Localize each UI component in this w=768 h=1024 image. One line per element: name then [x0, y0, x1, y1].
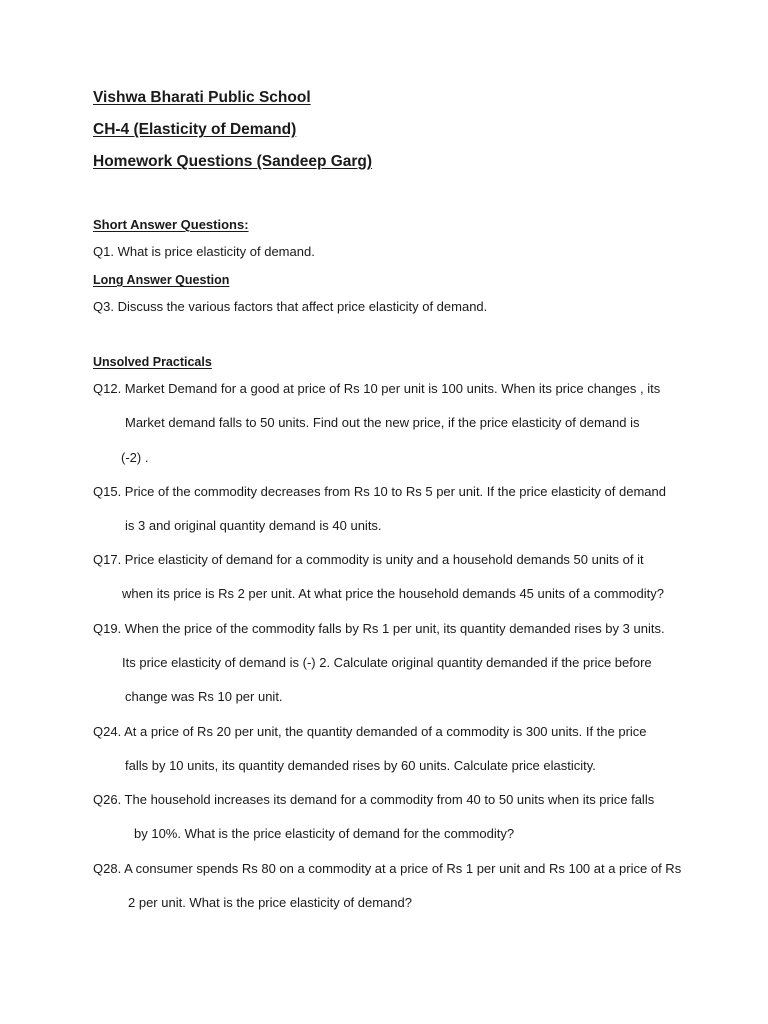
question-q15: Q15. Price of the commodity decreases from Rs 10 to Rs 5 per unit. If the price elasticity of demand — [93, 484, 666, 499]
question-q12: Q12. Market Demand for a good at price of Rs 10 per unit is 100 units. When its price changes , its — [93, 381, 661, 396]
question-q12-cont: (-2) . — [121, 450, 149, 465]
long-answer-heading: Long Answer Question — [93, 273, 230, 287]
unsolved-practicals-heading: Unsolved Practicals — [93, 355, 212, 369]
question-q17: Q17. Price elasticity of demand for a commodity is unity and a household demands 50 units of it — [93, 552, 644, 567]
question-q28: Q28. A consumer spends Rs 80 on a commodity at a price of Rs 1 per unit and Rs 100 at a price of Rs — [93, 861, 682, 876]
school-title: Vishwa Bharati Public School — [93, 89, 311, 106]
question-q3: Q3. Discuss the various factors that affect price elasticity of demand. — [93, 299, 488, 314]
question-q26: Q26. The household increases its demand for a commodity from 40 to 50 units when its price falls — [93, 792, 655, 807]
question-q19: Q19. When the price of the commodity falls by Rs 1 per unit, its quantity demanded rises by 3 units. — [93, 621, 665, 636]
question-q1: Q1. What is price elasticity of demand. — [93, 244, 315, 259]
short-answer-heading: Short Answer Questions: — [93, 217, 249, 232]
question-q28-cont: 2 per unit. What is the price elasticity of demand? — [128, 895, 412, 910]
question-q24-cont: falls by 10 units, its quantity demanded rises by 60 units. Calculate price elasticity. — [125, 758, 596, 773]
question-q19-cont: change was Rs 10 per unit. — [125, 689, 283, 704]
question-q12-cont: Market demand falls to 50 units. Find out the new price, if the price elasticity of demand is — [125, 415, 640, 430]
chapter-title: CH-4 (Elasticity of Demand) — [93, 121, 297, 138]
question-q24: Q24. At a price of Rs 20 per unit, the quantity demanded of a commodity is 300 units. If the price — [93, 724, 647, 739]
homework-subtitle: Homework Questions (Sandeep Garg) — [93, 153, 373, 170]
question-q26-cont: by 10%. What is the price elasticity of demand for the commodity? — [134, 826, 515, 841]
question-q17-cont: when its price is Rs 2 per unit. At what price the household demands 45 units of a commodity? — [122, 586, 664, 601]
question-q15-cont: is 3 and original quantity demand is 40 units. — [125, 518, 382, 533]
question-q19-cont: Its price elasticity of demand is (-) 2. Calculate original quantity demanded if the price before — [122, 655, 652, 670]
